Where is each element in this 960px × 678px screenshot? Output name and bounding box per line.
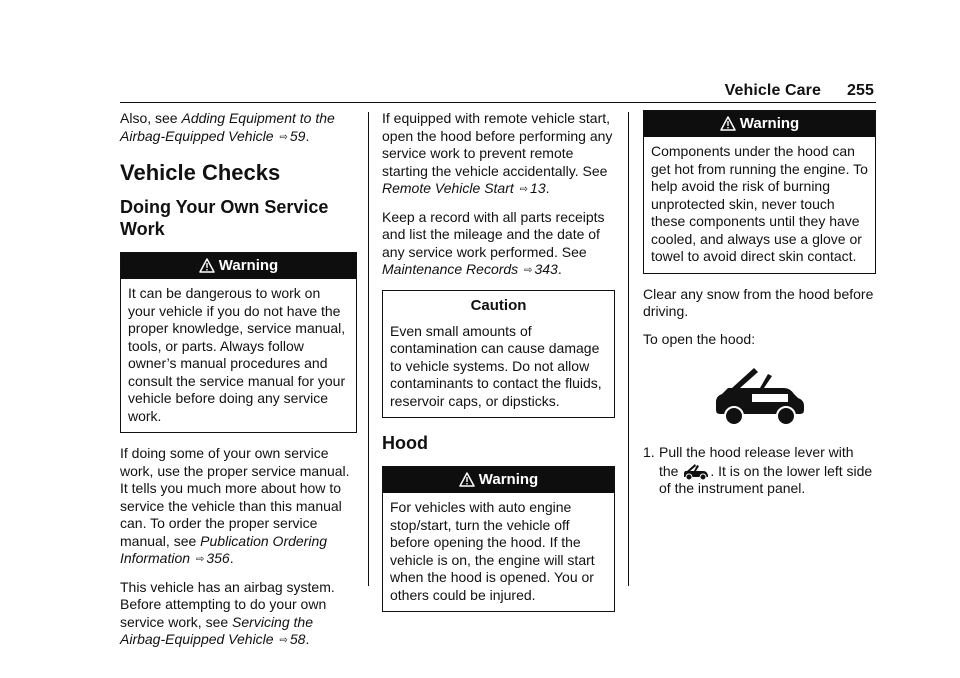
page-reference[interactable]: 59 [289, 127, 306, 144]
page-reference[interactable]: 343 [534, 261, 558, 277]
page-reference[interactable]: 58 [289, 631, 306, 647]
warning-header [121, 253, 356, 279]
column-1 [120, 110, 357, 660]
body-text: If equipped with remote vehicle start, open the hood before performing any service work to prevent remote starting the vehicle accidentally. See [382, 110, 613, 179]
cross-reference-link[interactable]: Adding Equipment to the Airbag-Equipped Vehicle [120, 110, 335, 144]
body-text: This vehicle has an airbag system. Before attempting to do your own service work, see [120, 578, 335, 630]
column-2 [382, 110, 615, 624]
warning-title: Warning [478, 471, 539, 488]
page-reference[interactable]: 13 [530, 180, 546, 196]
column-divider [368, 112, 369, 586]
step-number: 1. [643, 444, 655, 460]
page-ref-arrow-icon: ⇨ [519, 184, 529, 195]
paragraph [382, 110, 615, 199]
page-ref-arrow-icon: ⇨ [524, 265, 533, 276]
page-ref-arrow-icon: ⇨ [195, 554, 205, 565]
paragraph [120, 579, 357, 650]
column-3 [643, 110, 876, 498]
step-text: Pull the hood release lever with the [659, 444, 854, 479]
paragraph [120, 445, 357, 569]
list-item [643, 444, 876, 498]
caution-text: Even small amounts of contamination can cause damage to vehicle systems. Do not allow contaminants to contact the fluids, reservoir caps, or dipsticks. [390, 322, 602, 409]
section-title: Vehicle Care [724, 82, 821, 99]
page-number: 255 [847, 82, 874, 99]
page-ref-arrow-icon: ⇨ [279, 131, 288, 143]
paragraph: To open the hood: [643, 330, 756, 347]
warning-header [644, 111, 875, 137]
warning-box [382, 466, 615, 612]
warning-box [643, 110, 876, 274]
section-heading: Vehicle Checks [120, 160, 281, 185]
running-head [725, 82, 874, 100]
warning-box [120, 252, 357, 433]
body-text: Keep a record with all parts receipts and list the mileage and the date of any service work performed. See [382, 208, 605, 260]
column-divider [628, 112, 629, 586]
paragraph [382, 209, 615, 280]
warning-triangle-icon [459, 472, 475, 487]
intro-paragraph [120, 110, 357, 146]
paragraph: Clear any snow from the hood before driving. [643, 285, 874, 319]
hood-release-icon [682, 462, 710, 480]
warning-text: Components under the hood can get hot from running the engine. To help avoid the risk of burning unprotected skin, never touch these components until they have cooled, and always use a glove or towel to avoid direct skin contact. [651, 143, 868, 264]
punctuation: . [305, 631, 310, 647]
warning-title: Warning [739, 115, 800, 132]
intro-text: Also, see [120, 110, 182, 126]
hood-open-icon [714, 366, 806, 428]
punctuation: . [305, 127, 310, 144]
warning-title: Warning [218, 257, 279, 274]
warning-text: For vehicles with auto engine stop/start, turn the vehicle off before opening the hood. If the vehicle is on, the engine will start when the hood is opened. You or others could be injured. [390, 499, 595, 603]
caution-title: Caution [470, 296, 527, 314]
warning-triangle-icon [720, 116, 736, 131]
punctuation: . [557, 261, 562, 277]
subsection-heading: Doing Your Own Service Work [120, 197, 329, 239]
steps-list [643, 444, 876, 498]
warning-text: It can be dangerous to work on your vehicle if you do not have the proper knowledge, service manual, tools, or parts. Always follow owner’s manual procedures and consult the service manual for your vehicle before doing any service work. [128, 285, 346, 424]
warning-triangle-icon [199, 258, 215, 273]
subsection-heading: Hood [382, 433, 428, 453]
cross-reference-link[interactable]: Servicing the Airbag-Equipped Vehicle [120, 613, 313, 647]
header-rule [120, 102, 876, 103]
punctuation: . [229, 550, 234, 566]
page-ref-arrow-icon: ⇨ [279, 635, 288, 646]
cross-reference-link[interactable]: Publication Ordering Information [120, 532, 328, 566]
page-reference[interactable]: 356 [206, 550, 230, 566]
warning-header [383, 467, 614, 493]
punctuation: . [545, 180, 550, 196]
body-text: If doing some of your own service work, use the proper service manual. It tells you much more about how to service the vehicle than this manual can. To order the proper service manual, see [120, 445, 350, 549]
cross-reference-link[interactable]: Remote Vehicle Start [382, 180, 514, 196]
step-text: . It is on the lower left side of the instrument panel. [659, 462, 873, 496]
caution-box [382, 290, 615, 419]
cross-reference-link[interactable]: Maintenance Records [382, 261, 519, 277]
